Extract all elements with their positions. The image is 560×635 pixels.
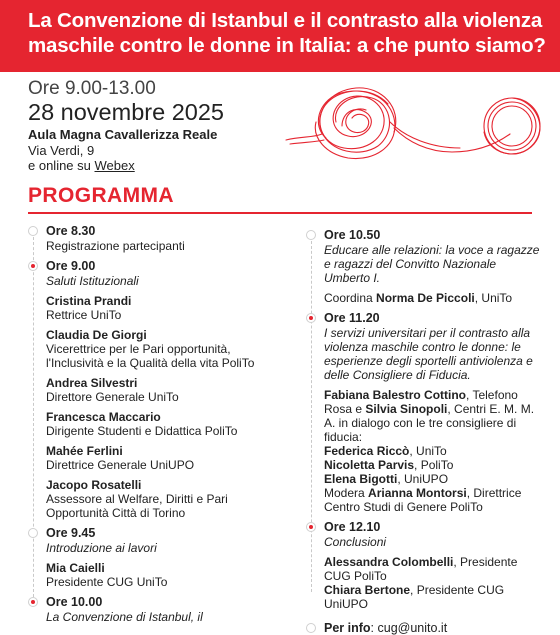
info-contact [306, 621, 542, 635]
speaker [46, 444, 290, 472]
block-subtitle: Conclusioni [324, 535, 387, 549]
timeline-dot-icon [306, 230, 316, 240]
timeline-dot-icon [28, 226, 38, 236]
speaker-name: Jacopo Rosatelli [46, 478, 142, 492]
timeline-dot-icon [28, 528, 38, 538]
timeline-dot-icon [28, 261, 38, 271]
speaker-role: , UniTo [409, 444, 447, 458]
venue-address: Via Verdi, 9 [28, 142, 95, 158]
speaker-name: Elena Bigotti [324, 472, 398, 486]
moderator-name: Arianna Montorsi [368, 486, 467, 500]
programma-heading: PROGRAMMA [28, 184, 174, 207]
speaker-role: Vicerettrice per le Pari opportunità, l'Inclusività e la Qualità della vita PoliTo [46, 342, 255, 370]
speaker [46, 410, 290, 438]
speaker-name: Federica Riccò [324, 444, 410, 458]
speaker-name: Andrea Silvestri [46, 376, 138, 390]
title-banner [0, 0, 560, 72]
speaker-name: Fabiana Balestro Cottino [324, 388, 467, 402]
speaker-role: , Telefono Rosa e [324, 388, 518, 416]
coordinator [324, 291, 542, 305]
speaker [46, 561, 290, 589]
speaker-name: Chiara Bertone [324, 583, 411, 597]
speaker-name: Claudia De Giorgi [46, 328, 147, 342]
online-prefix: e online su [28, 158, 95, 173]
coord-affiliation: , UniTo [474, 291, 513, 305]
title-line-2: maschile contro le donne in Italia: a che punto siamo? [28, 34, 546, 57]
block-subtitle: Saluti Istituzionali [46, 274, 139, 288]
block-time: Ore 10.00 [46, 595, 103, 609]
coord-name: Norma De Piccoli [376, 291, 475, 305]
timeline-dot-icon [306, 522, 316, 532]
event-venue [28, 127, 217, 174]
info-email[interactable]: : cug@unito.it [370, 621, 448, 635]
program-block-1050 [306, 228, 542, 305]
venue-name: Aula Magna Cavallerizza Reale [28, 127, 218, 142]
speakers-paragraph [324, 388, 542, 514]
speaker-name: Mahée Ferlini [46, 444, 123, 458]
speaker [46, 294, 290, 322]
program-block-830 [28, 224, 290, 253]
coord-prefix: Coordina [324, 291, 377, 305]
heading-divider [28, 212, 532, 214]
block-time: Ore 11.20 [324, 311, 380, 325]
info-label: Per info [324, 621, 371, 635]
speaker-name: Nicoletta Parvis [324, 458, 415, 472]
block-time: Ore 9.45 [46, 526, 96, 540]
timeline-dot-icon [306, 313, 316, 323]
speaker-role: Assessore al Welfare, Diritti e Pari Opportunità Città di Torino [46, 492, 228, 520]
event-date: 28 novembre 2025 [28, 99, 224, 125]
speaker-name: Alessandra Colombelli [324, 555, 454, 569]
speaker [46, 478, 290, 520]
speaker-name: Silvia Sinopoli [365, 402, 448, 416]
speaker-name: Francesca Maccario [46, 410, 161, 424]
title-line-1: La Convenzione di Istanbul e il contrasto alla violenza [28, 9, 543, 32]
speaker-name: Mia Caielli [46, 561, 105, 575]
red-scribble-spiral-icon [282, 82, 544, 170]
block-time: Ore 12.10 [324, 520, 381, 534]
block-time: Ore 9.00 [46, 259, 96, 273]
block-subtitle: Educare alle relazioni: la voce a ragazze e ragazzi del Convitto Nazionale Umberto I. [324, 243, 540, 285]
program-block-1210 [306, 520, 542, 611]
program-block-900 [28, 259, 290, 520]
speaker [46, 376, 290, 404]
block-subtitle: Introduzione ai lavori [46, 541, 157, 555]
timeline-dot-icon [28, 597, 38, 607]
program-block-1120 [306, 311, 542, 514]
block-subtitle: La Convenzione di Istanbul, il [46, 610, 203, 624]
block-time: Ore 8.30 [46, 224, 96, 238]
moderator-prefix: Modera [324, 486, 369, 500]
program-right-column [306, 228, 542, 635]
speaker-role: Direttrice Generale UniUPO [46, 458, 195, 472]
speaker-role: Presidente CUG UniTo [46, 575, 168, 589]
block-subtitle: I servizi universitari per il contrasto alla violenza maschile contro le donne: le esperienze degli sportelli antiviolenza e delle Consigliere di Fiducia. [324, 326, 533, 382]
speaker-role: Dirigente Studenti e Didattica PoliTo [46, 424, 238, 438]
speaker-role: , Centri E. M. M. A. in dialogo con le tre consigliere di fiducia: [324, 402, 535, 444]
speaker-role: Direttore Generale UniTo [46, 390, 179, 404]
program-left-column [28, 224, 290, 630]
speakers-paragraph [324, 555, 542, 611]
venue-online [28, 158, 217, 174]
program-block-1000 [28, 595, 290, 624]
speaker-role: Rettrice UniTo [46, 308, 122, 322]
event-hours: Ore 9.00-13.00 [28, 78, 156, 99]
block-time: Ore 10.50 [324, 228, 381, 242]
block-text: Registrazione partecipanti [46, 239, 185, 253]
program-block-945 [28, 526, 290, 589]
timeline-dot-icon [306, 623, 316, 633]
moderator-role: , Direttrice Centro Studi di Genere PoliTo [324, 486, 522, 514]
speaker-role: , Presidente CUG UniUPO [324, 583, 505, 611]
speaker-role: , PoliTo [414, 458, 454, 472]
webex-link[interactable]: Webex [94, 158, 135, 173]
speaker-role: , UniUPO [397, 472, 449, 486]
speaker-role: , Presidente CUG PoliTo [324, 555, 518, 583]
speaker [46, 328, 290, 370]
speaker-name: Cristina Prandi [46, 294, 132, 308]
